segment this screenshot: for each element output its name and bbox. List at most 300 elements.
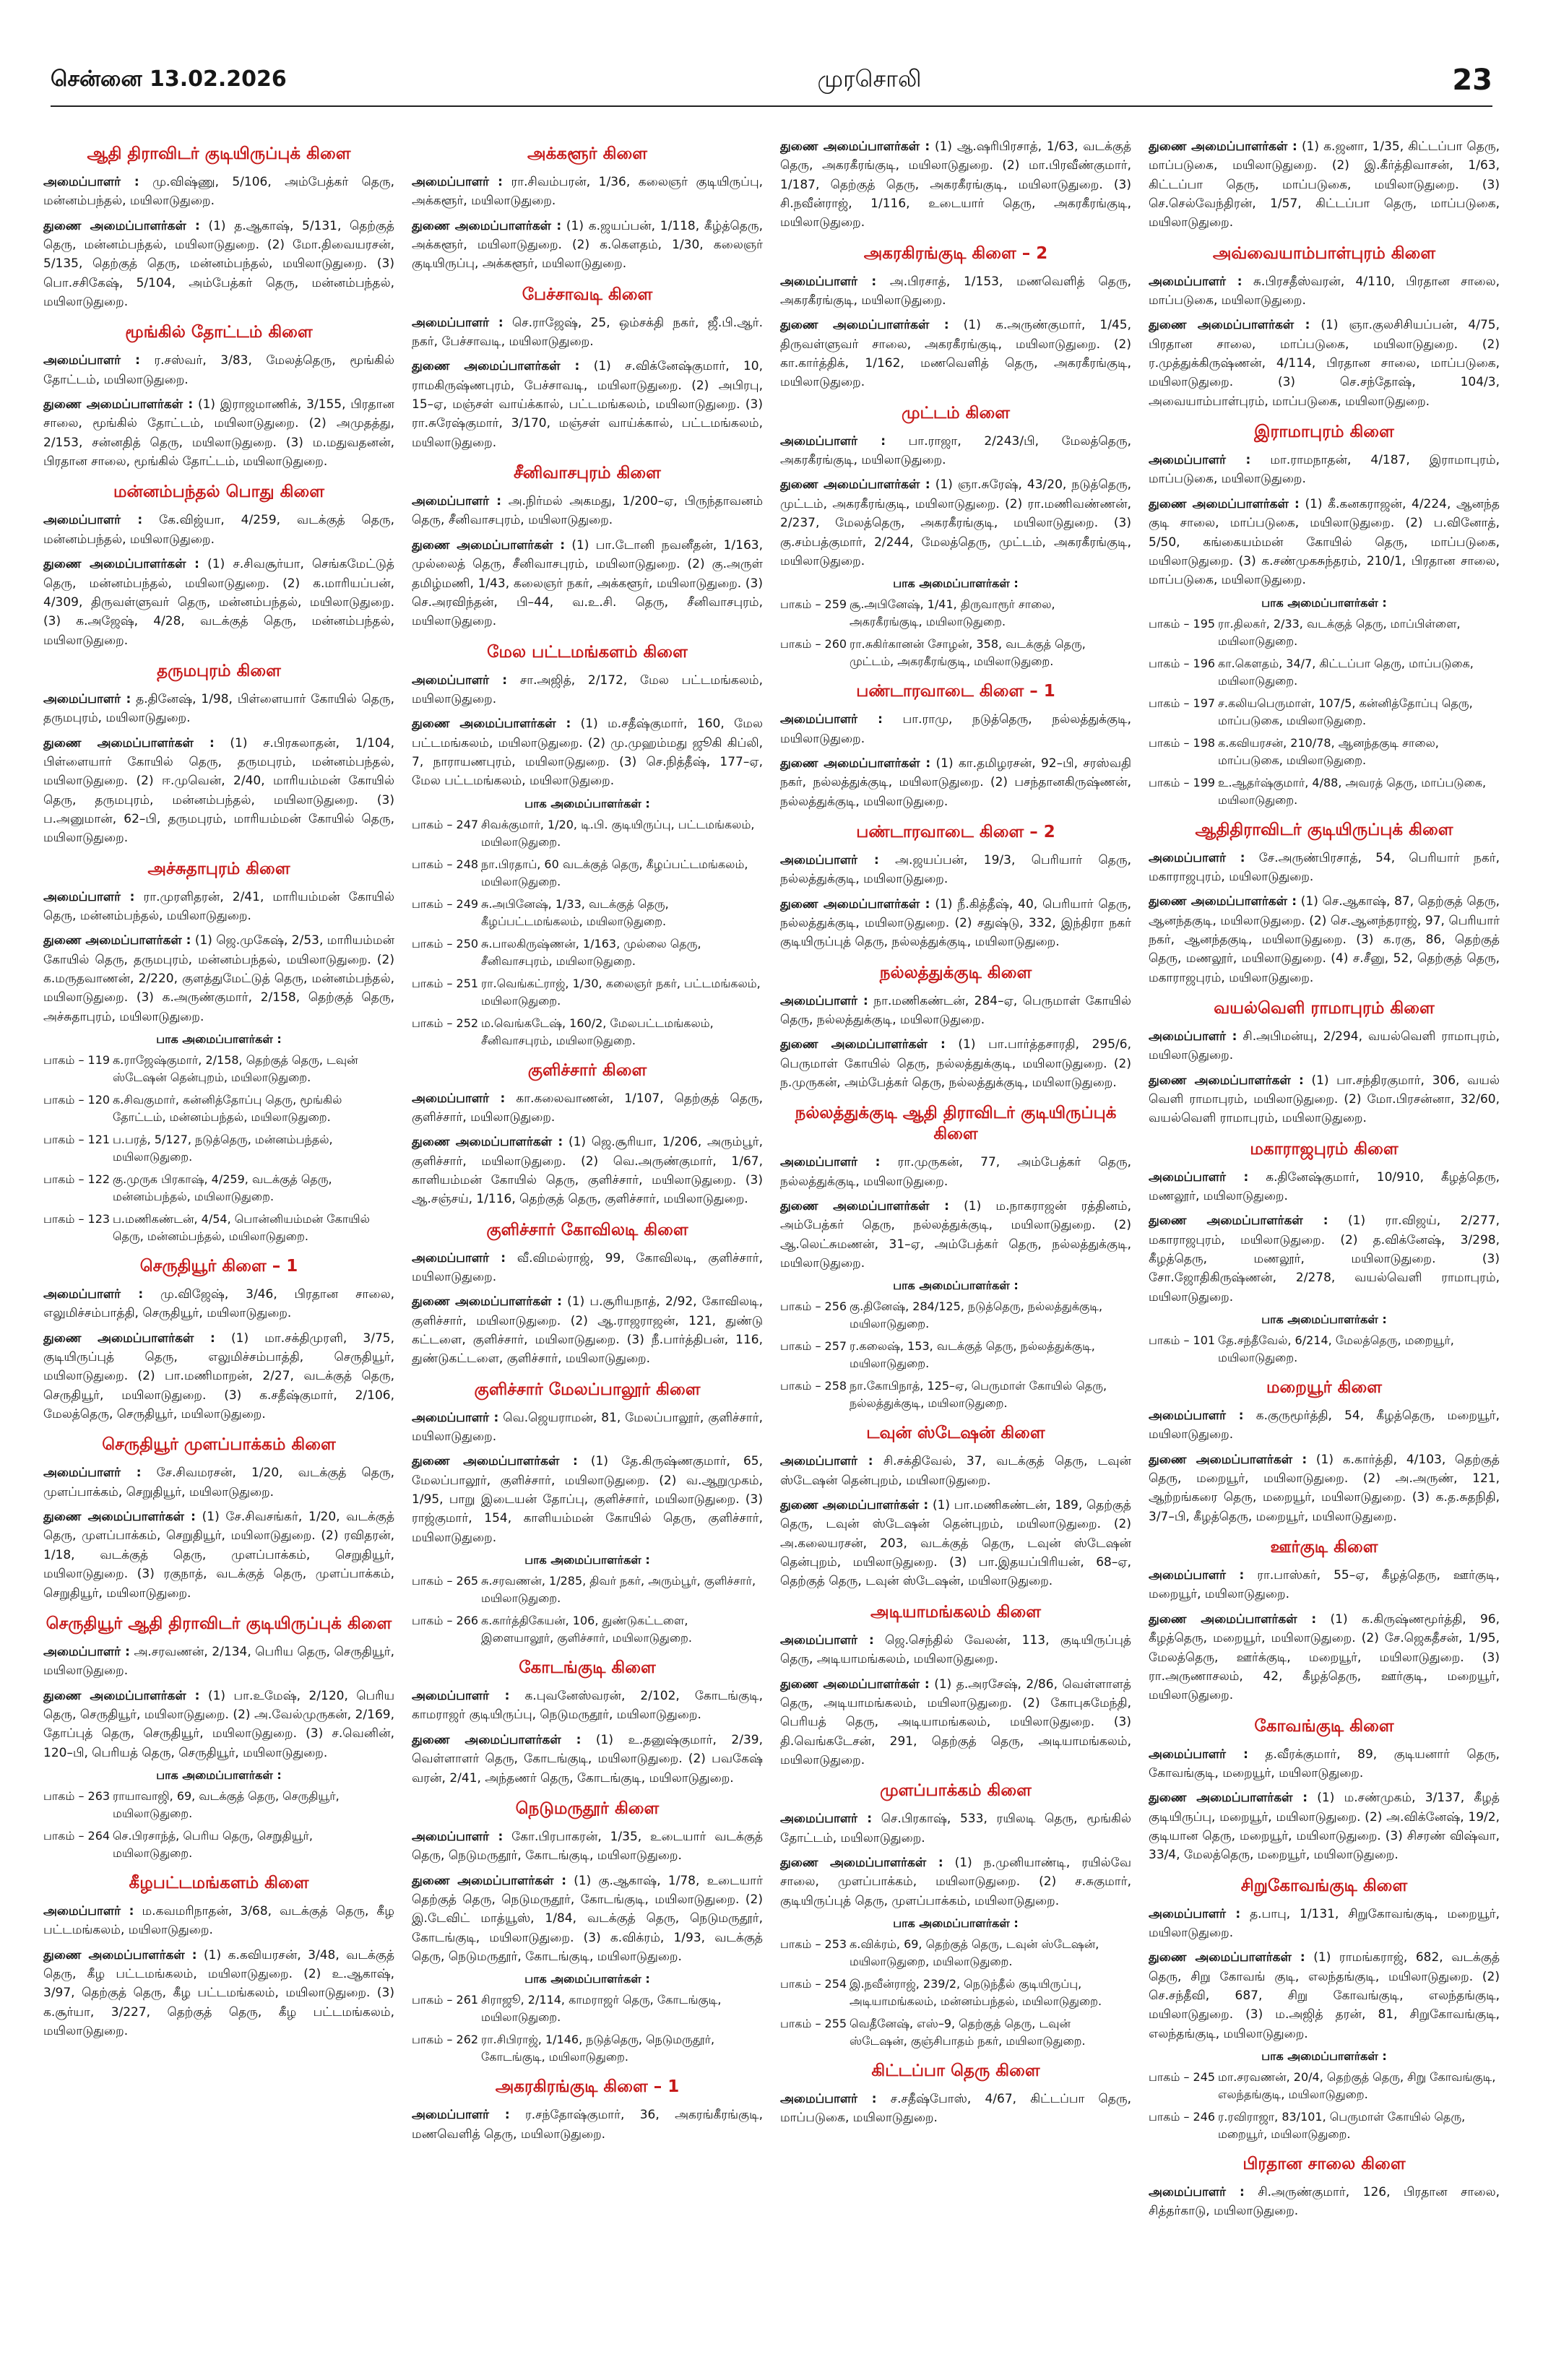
branch-section (412, 464, 763, 631)
deputy-label: துணை அமைப்பாளர்கள் : (780, 318, 949, 333)
booth-organisers-heading: பாக அமைப்பாளர்கள் : (156, 1032, 282, 1047)
booth-organiser: ர.ரவிராஜா, 83/101, பெருமாள் கோயில் தெரு, மறையூர், மயிலாடுதுறை. (1218, 2110, 1466, 2141)
organiser-label: அமைப்பாளர் : (1149, 2185, 1245, 2199)
organiser-text: அ.ஜயப்பன், 19/3, பெரியார் தெரு, நல்லத்துக்குடி, மயிலாடுதுறை. (780, 852, 1131, 887)
branch-section (780, 404, 1131, 670)
branch-section (1149, 1538, 1500, 1705)
branch-section (43, 1874, 394, 2041)
branch-title: முட்டம் கிளை (901, 403, 1011, 423)
booth-row (780, 636, 1131, 670)
deputy-label: துணை அமைப்பாளர்கள் : (1149, 894, 1297, 909)
branch-title: அக்களூர் கிளை (527, 144, 647, 163)
branch-section (43, 662, 394, 848)
booth-row (43, 1091, 394, 1126)
organiser-label: அமைப்பாளர் : (780, 1632, 874, 1648)
branch-section (780, 682, 1131, 811)
branch-section (43, 483, 394, 649)
deputy-organisers-entry (412, 1731, 763, 1788)
deputy-text: (1) ஞா.சுரேஷ், 43/20, நடுத்தெரு, முட்டம், அகரகீரங்குடி, மயிலாடுதுறை. (2) ரா.மணிவண்ணன், 2/237, மேலத்தெரு, அகரகீரங்குடி, மயிலாடுதுறை. (3) கு.சம்பத்குமார், 2/244, மேலத்தெரு, முட்டம், அகரகீரங்குடி, மயிலாடுதுறை. (780, 477, 1131, 568)
deputy-text: (1) ச.சிவசூர்யா, செங்கமேட்டுத் தெரு, மன்னம்பந்தல், மயிலாடுதுறை. (2) க.மாரியப்பன், 4/309, திருவள்ளுவர் தெரு, மன்னம்பந்தல், மயிலாடுதுறை. (3) க.அஜேஷ், 4/28, வடக்குத் தெரு, மன்னம்பந்தல், மயிலாடுதுறை. (43, 557, 394, 648)
deputy-text: (1) க.ஜனா, 1/35, கிட்டப்பா தெரு, மாப்படுகை, மயிலாடுதுறை. (2) இ.கீர்த்திவாசன், 1/63, கிட்டப்பா தெரு, மாப்படுகை, மயிலாடுதுறை. (3) செ.செல்வேந்திரன், 1/57, கிட்டப்பா தெரு, மாப்படுகை, மயிலாடுதுறை. (1149, 139, 1500, 230)
organiser-text: கே.விஜ்யா, 4/259, வடக்குத் தெரு, மன்னம்பந்தல், மயிலாடுதுறை. (43, 513, 394, 547)
booth-number: பாகம் – 251 (412, 976, 479, 990)
booth-organiser: க.சிவகுமார், கன்னித்தோப்பு தெரு, மூங்கில் தோட்டம், மன்னம்பந்தல், மயிலாடுதுறை. (113, 1093, 342, 1125)
branch-section (780, 964, 1131, 1093)
booth-organisers-heading: பாக அமைப்பாளர்கள் : (893, 576, 1019, 591)
branch-title: கீழபட்டமங்களம் கிளை (129, 1873, 309, 1892)
branch-section (412, 2077, 763, 2144)
deputy-label: துணை அமைப்பாளர்கள் : (412, 1135, 563, 1150)
booth-organiser: செ.பிரசாந்த், பெரிய தெரு, செறுதியூர், மயிலாடுதுறை. (113, 1828, 313, 1860)
booth-organiser: சு.அபினேஷ், 1/33, வடக்குத் தெரு, கீழப்பட்டமங்கலம், மயிலாடுதுறை. (481, 896, 669, 928)
deputy-text: (1) ச.பிரகலாதன், 1/104, பிள்ளையார் கோயில் தெரு, தருமபுரம், மன்னம்பந்தல், மயிலாடுதுறை. (2) ஈ.முவென், 2/40, மாரியம்மன் கோயில் தெரு, தருமபுரம், மன்னம்பந்தல், மயிலாடுதுறை. (3) ப.அனுமான், 62–பி, தருமபுரம், மாரியம்மன் கோயில் தெரு, மயிலாடுதுறை. (43, 735, 394, 846)
deputy-label: துணை அமைப்பாளர்கள் : (780, 756, 931, 771)
booth-row (412, 2031, 763, 2066)
branch-title: கோவங்குடி கிளை (1254, 1716, 1394, 1736)
organiser-text: பா.ராமு, நடுத்தெரு, நல்லத்துக்குடி, மயிலாடுதுறை. (780, 712, 1131, 746)
organiser-text: சி.சக்திவேல், 37, வடக்குத் தெரு, டவுன் ஸ்டேஷன் தென்புறம், மயிலாடுதுறை. (780, 1454, 1131, 1488)
booth-number: பாகம் – 247 (412, 817, 479, 831)
booth-row (412, 935, 763, 970)
booth-row (1149, 2069, 1500, 2103)
deputy-text: (1) ப.சூரியநாத், 2/92, கோவிலடி, குளிச்சார், மயிலாடுதுறை. (2) ஆ.ராஜராஜன், 121, துண்டு கட்டளை, குளிச்சார், மயிலாடுதுறை. (3) நீ.பார்த்திபன், 116, துண்டுகட்டளை, குளிச்சார், மயிலாடுதுறை. (412, 1294, 763, 1367)
deputy-organisers-entry (1149, 1788, 1500, 1864)
booth-organiser: சூ.அபினேஷ், 1/41, திருவாரூர் சாலை, அகரகீரங்குடி, மயிலாடுதுறை. (850, 597, 1055, 629)
booth-row (1149, 1332, 1500, 1367)
branch-section (1149, 244, 1500, 411)
organiser-entry (412, 1827, 763, 1866)
deputy-text: (1) செ.ஆகாஷ், 87, தெற்குத் தெரு, ஆனந்தகுடி, மயிலாடுதுறை. (2) செ.ஆனந்தராஜ், 97, பெரியார் நகர், ஆனந்தகுடி, மயிலாடுதுறை. (3) க.ரகு, 86, தெற்குத் தெரு, மணலூர், மயிலாடுதுறை. (4) ச.சீனு, 52, தெற்குத் தெரு, மகாராஜபுரம், மயிலாடுதுறை. (1149, 894, 1500, 985)
booth-organisers-heading: பாக அமைப்பாளர்கள் : (524, 1553, 650, 1567)
organiser-text: ரா.முரளிதரன், 2/41, மாரியம்மன் கோயில் தெரு, மன்னம்பந்தல், மயிலாடுதுறை. (43, 889, 394, 923)
deputy-organisers-entry (412, 1133, 763, 1208)
organiser-label: அமைப்பாளர் : (412, 1829, 503, 1844)
deputy-organisers-entry (1149, 1948, 1500, 2043)
organiser-text: அ.சரவணன், 2/134, பெரிய தெரு, செருதியூர், மயிலாடுதுறை. (43, 1644, 394, 1679)
organiser-text: க.குருமூர்த்தி, 54, கீழத்தெரு, மறையூர், மயிலாடுதுறை. (1149, 1408, 1500, 1442)
deputy-organisers-entry (780, 1496, 1131, 1591)
deputy-organisers-entry (43, 1507, 394, 1603)
branch-section (780, 1603, 1131, 1770)
branch-title: மறையூர் கிளை (1266, 1378, 1383, 1398)
organiser-label: அமைப்பாளர் : (780, 2091, 877, 2106)
organiser-label: அமைப்பாளர் : (780, 1155, 881, 1170)
organiser-entry (780, 2090, 1131, 2128)
booth-row (43, 1131, 394, 1166)
organiser-text: வெ.ஜெயராமன், 81, மேலப்பாலூர், குளிச்சார், மயிலாடுதுறை. (412, 1410, 763, 1445)
organiser-label: அமைப்பாளர் : (43, 1903, 134, 1918)
booth-organiser: மா.சரவணன், 20/4, தெற்குத் தெரு, சிறு கோவங்குடி, எலந்தங்குடி, மயிலாடுதுறை. (1218, 2070, 1496, 2101)
organiser-entry (1149, 451, 1500, 489)
organiser-entry (43, 888, 394, 926)
branch-title: தருமபுரம் கிளை (157, 661, 281, 680)
organiser-label: அமைப்பாளர் : (780, 274, 877, 289)
booth-number: பாகம் – 101 (1149, 1333, 1216, 1348)
deputy-label: துணை அமைப்பாளர்கள் : (412, 717, 571, 732)
booth-row (412, 975, 763, 1010)
deputy-label: துணை அமைப்பாளர்கள் : (780, 139, 930, 154)
branch-section (412, 1221, 763, 1369)
organiser-label: அமைப்பாளர் : (780, 852, 879, 867)
booth-row (780, 1377, 1131, 1412)
branch-title: கிட்டப்பா தெரு கிளை (871, 2061, 1040, 2080)
booth-number: பாகம் – 265 (412, 1574, 479, 1588)
organiser-label: அமைப்பாளர் : (412, 494, 502, 509)
deputy-organisers-entry (43, 1329, 394, 1424)
booth-row (412, 1572, 763, 1607)
column-3 (780, 137, 1131, 2362)
organiser-text: த.வீரக்குமார், 89, குடியனார் தெரு, கோவங்குடி, மறையூர், மயிலாடுதுறை. (1149, 1747, 1500, 1780)
branch-title: கோடங்குடி கிளை (519, 1658, 656, 1678)
branch-title: குளிச்சார் மேலப்பாலூர் கிளை (474, 1380, 701, 1399)
branch-title: நெடுமருதூர் கிளை (515, 1799, 660, 1818)
deputy-text: (1) உ.தனுஷ்குமார், 2/39, வெள்ளாளர் தெரு, கோடங்குடி, மயிலாடுதுறை. (2) பவகேஷ் வரன், 2/41, அந்தணர் தெரு, கோடங்குடி, மயிலாடுதுறை. (412, 1732, 763, 1786)
booth-row (412, 896, 763, 930)
booth-number: பாகம் – 264 (43, 1828, 111, 1843)
branch-title: செருதியூர் கிளை – 1 (139, 1257, 298, 1276)
organiser-entry (1149, 1168, 1500, 1206)
organiser-label: அமைப்பாளர் : (1149, 1169, 1249, 1185)
organiser-entry (412, 1687, 763, 1725)
column-1 (43, 137, 394, 2362)
deputy-label: துணை அமைப்பாளர்கள் : (412, 1454, 578, 1469)
organiser-label: அமைப்பாளர் : (780, 712, 883, 727)
booth-organisers-heading: பாக அமைப்பாளர்கள் : (524, 1972, 650, 1986)
booth-organisers-heading: பாக அமைப்பாளர்கள் : (1261, 595, 1387, 610)
organiser-label: அமைப்பாளர் : (43, 175, 139, 189)
organiser-label: அமைப்பாளர் : (1149, 453, 1251, 468)
branch-title: குளிச்சார் கிளை (527, 1060, 647, 1080)
deputy-organisers-entry (412, 1871, 763, 1967)
branch-section (780, 2061, 1131, 2128)
deputy-organisers-entry (780, 895, 1131, 952)
deputy-label: துணை அமைப்பாளர்கள் : (412, 1873, 566, 1888)
deputy-organisers-entry (780, 1853, 1131, 1911)
page-number: 23 (1452, 64, 1492, 97)
branch-section (1149, 423, 1500, 808)
deputy-text: (1) ந.முனியாண்டி, ரயில்வே சாலை, முளப்பாக்கம், மயிலாடுதுறை. (2) ச.சுகுமார், குடியிருப்புத் தெரு, முளப்பாக்கம், மயிலாடுதுறை. (780, 1855, 1131, 1908)
deputy-label: துணை அமைப்பாளர்கள் : (1149, 1073, 1304, 1088)
branch-section (412, 144, 763, 274)
deputy-label: துணை அமைப்பாளர்கள் : (43, 557, 199, 572)
branch-section (1149, 1378, 1500, 1526)
deputy-text: (1) க.அருண்குமார், 1/45, திருவள்ளுவர் சாலை, அகரகீரங்குடி, மயிலாடுதுறை. (2) கா.கார்த்திக், 1/162, மணவெளித் தெரு, அகரகீரங்குடி, மயிலாடுதுறை. (780, 318, 1131, 390)
booth-organiser: கு.தினேஷ், 284/125, நடுத்தெரு, நல்லத்துக்குடி, மயிலாடுதுறை. (850, 1299, 1103, 1331)
deputy-organisers-entry (43, 395, 394, 471)
branch-section (412, 1061, 763, 1209)
organiser-entry (1149, 1406, 1500, 1445)
organiser-label: அமைப்பாளர் : (412, 1250, 506, 1265)
deputy-label: துணை அமைப்பாளர்கள் : (780, 896, 930, 912)
booth-organisers-heading: பாக அமைப்பாளர்கள் : (893, 1916, 1019, 1930)
organiser-entry (412, 492, 763, 530)
booth-organisers-heading: பாக அமைப்பாளர்கள் : (156, 1767, 282, 1782)
organiser-entry (43, 511, 394, 549)
branch-section (780, 1104, 1131, 1412)
organiser-entry (43, 173, 394, 211)
booth-row (412, 856, 763, 891)
booth-number: பாகம் – 249 (412, 896, 479, 911)
deputy-label: துணை அமைப்பாளர்கள் : (780, 1855, 943, 1870)
booth-number: பாகம் – 119 (43, 1053, 111, 1068)
deputy-text: (1) ம.சதீஷ்குமார், 160, மேல பட்டமங்கலம், மயிலாடுதுறை. (2) மு.முஹம்மது ஜூகி கிப்லி, 7, நாராயணபுரம், மயிலாடுதுறை. (3) செ.நித்தீஷ், 177–ஏ, மேல பட்டமங்கலம், மயிலாடுதுறை. (412, 717, 763, 789)
organiser-text: ச.சதீஷ்போஸ், 4/67, கிட்டப்பா தெரு, மாப்படுகை, மயிலாடுதுறை. (780, 2091, 1131, 2126)
booth-number: பாகம் – 250 (412, 936, 479, 951)
deputy-organisers-entry (412, 357, 763, 452)
deputy-label: துணை அமைப்பாளர்கள் : (43, 397, 194, 412)
deputy-organisers-entry (780, 1197, 1131, 1273)
booth-row (780, 1338, 1131, 1372)
booth-number: பாகம் – 198 (1149, 735, 1216, 750)
deputy-text: (1) பா.சந்திரகுமார், 306, வயல் வெளி ராமாபுரம், மயிலாடுதுறை. (2) மோ.பிரசன்னா, 32/60, வயல்வெளி ராமாபுரம், மயிலாடுதுறை. (1149, 1073, 1500, 1126)
booth-row (43, 1211, 394, 1245)
booth-row (780, 1976, 1131, 2010)
booth-row (1149, 695, 1500, 730)
deputy-organisers-entry (1149, 137, 1500, 233)
branch-section (1149, 999, 1500, 1128)
article-columns (43, 137, 1500, 2362)
branch-section (1149, 821, 1500, 987)
organiser-label: அமைப்பாளர் : (43, 353, 140, 368)
branch-title: அச்சுதாபுரம் கிளை (147, 859, 290, 878)
deputy-text: (1) க.கார்த்தி, 4/103, தெற்குத் தெரு, மறையூர், மயிலாடுதுறை. (2) அ.அருண், 121, ஆற்றங்கரை தெரு, மறையூர், மயிலாடுதுறை. (3) க.த.சுதநிதி, 3/7–பி, கீழத்தெரு, மறையூர், மயிலாடுதுறை. (1149, 1452, 1500, 1524)
branch-title: இராமாபுரம் கிளை (1254, 423, 1394, 442)
deputy-label: துணை அமைப்பாளர்கள் : (1149, 1213, 1328, 1229)
booth-organiser: சு.பாலகிருஷ்ணன், 1/163, முல்லை தெரு, சீனிவாசபுரம், மயிலாடுதுறை. (481, 936, 701, 968)
organiser-entry (412, 2106, 763, 2144)
branch-title: பிரதான சாலை கிளை (1242, 2155, 1406, 2173)
organiser-entry (780, 710, 1131, 748)
organiser-label: அமைப்பாளர் : (1149, 1906, 1241, 1921)
organiser-label: அமைப்பாளர் : (412, 672, 508, 688)
organiser-entry (780, 1631, 1131, 1669)
organiser-label: அமைப்பாளர் : (412, 2108, 510, 2123)
deputy-organisers-entry (1149, 1211, 1500, 1307)
organiser-text: பா.ராஜா, 2/243/பி, மேலத்தெரு, அகரகீரங்குடி, மயிலாடுதுறை. (780, 433, 1131, 468)
deputy-text: (1) ஆ.ஷரிபிரசாத், 1/63, வடக்குத் தெரு, அகரகீரங்குடி, மயிலாடுதுறை. (2) மா.பிரவீண்குமார், 1/187, தெற்குத் தெரு, அகரகீரங்குடி, மயிலாடுதுறை. (3) சி.நவீன்ராஜ், 1/116, உடையார் தெரு, அகரகீரங்குடி, மயிலாடுதுறை. (780, 139, 1131, 230)
organiser-entry (1149, 1566, 1500, 1604)
deputy-label: துணை அமைப்பாளர்கள் : (1149, 318, 1310, 333)
branch-section (43, 1257, 394, 1424)
booth-row (780, 1936, 1131, 1970)
deputy-label: துணை அமைப்பாளர்கள் : (780, 1037, 946, 1052)
organiser-label: அமைப்பாளர் : (780, 993, 868, 1008)
deputy-label: துணை அமைப்பாளர்கள் : (412, 1294, 562, 1310)
booth-number: பாகம் – 245 (1149, 2070, 1216, 2084)
organiser-text: த.தினேஷ், 1/98, பிள்ளையார் கோயில் தெரு, தருமபுரம், மயிலாடுதுறை. (43, 691, 394, 726)
booth-organiser: ரா.வெங்கட்ராஜ், 1/30, கலைஞர் நகர், பட்டமங்கலம், மயிலாடுதுறை. (481, 976, 761, 1008)
booth-row (1149, 735, 1500, 769)
branch-title: குளிச்சார் கோவிலடி கிளை (486, 1220, 688, 1239)
deputy-organisers-entry (780, 754, 1131, 811)
booth-number: பாகம் – 196 (1149, 656, 1216, 670)
branch-section (412, 285, 763, 452)
booth-organiser: சு.சரவணன், 1/285, திவர் நகர், அரும்பூர், குளிச்சார், மயிலாடுதுறை. (481, 1574, 756, 1606)
booth-organiser: க.கார்த்திகேயன், 106, துண்டுகட்டளை, இளையாலூர், குளிச்சார், மயிலாடுதுறை. (481, 1614, 692, 1645)
branch-section (412, 1799, 763, 2066)
deputy-organisers-entry (43, 1687, 394, 1762)
deputy-organisers-entry (43, 734, 394, 848)
booth-row (43, 1052, 394, 1086)
deputy-label: துணை அமைப்பாளர்கள் : (43, 1947, 197, 1963)
deputy-text: (1) பா.டோனி நவனீதன், 1/163, முல்லைத் தெரு, சீனிவாசபுரம், மயிலாடுதுறை. (2) கு.அருள் தமிழ்மணி, 1/43, கலைஞர் நகர், அக்களூர், மயிலாடுதுறை. (3) செ.அரவிந்தன், பி–44, வ.உ.சி. தெரு, சீனிவாசபுரம், மயிலாடுதுறை. (412, 537, 763, 629)
organiser-label: அமைப்பாளர் : (1149, 274, 1242, 289)
deputy-organisers-entry (780, 1675, 1131, 1770)
deputy-text: (1) ஜெ.முகேஷ், 2/53, மாரியம்மன் கோயில் தெரு, தருமபுரம், மன்னம்பந்தல், மயிலாடுதுறை. (2) க.மருதவாணன், 2/220, குளத்துமேட்டுத் தெரு, மன்னம்பந்தல், மயிலாடுதுறை. (3) க.அருண்குமார், 2/158, தெற்குத் தெரு, அச்சுதாபுரம், மயிலாடுதுறை. (43, 933, 394, 1024)
deputy-text: (1) ரா.விஜய், 2/277, மகாராஜபுரம், மயிலாடுதுறை. (2) த.விக்னேஷ், 3/298, கீழத்தெரு, மணலூர், மயிலாடுதுறை. (3) சோ.ஜோதிகிருஷ்ணன், 2/278, வயல்வெளி ராமாபுரம், மயிலாடுதுறை. (1149, 1213, 1500, 1304)
branch-section (1149, 1877, 1500, 2143)
organiser-text: ஜெ.செந்தில் வேலன், 113, குடியிருப்புத் தெரு, அடியாமங்கலம், மயிலாடுதுறை. (780, 1632, 1131, 1667)
column-4 (1149, 137, 1500, 2362)
organiser-entry (780, 851, 1131, 889)
organiser-label: அமைப்பாளர் : (412, 175, 503, 189)
booth-organiser: க.ராஜேஷ்குமார், 2/158, தெற்குத் தெரு, டவுன் ஸ்டேஷன் தென்புறம், மயிலாடுதுறை. (113, 1053, 358, 1085)
deputy-organisers-entry (780, 475, 1131, 571)
booth-row (412, 816, 763, 851)
branch-section (1149, 1140, 1500, 1367)
booth-organiser: உ.ஆதர்ஷ்குமார், 4/88, அவரத் தெரு, மாப்படுகை, மயிலாடுதுறை. (1218, 775, 1487, 807)
booth-number: பாகம் – 246 (1149, 2110, 1216, 2124)
organiser-label: அமைப்பாளர் : (43, 1644, 130, 1659)
branch-title: சீனிவாசபுரம் கிளை (514, 464, 661, 483)
organiser-label: அமைப்பாளர் : (412, 1091, 506, 1106)
deputy-text: (1) இராஜமாணிக், 3/155, பிரதான சாலை, மூங்கில் தோட்டம், மயிலாடுதுறை. (2) அமுதத்து, 2/153, சன்னதித் தெரு, மயிலாடுதுறை. (3) ம.மதுவதனன், பிரதான சாலை, மூங்கில் தோட்டம், மயிலாடுதுறை. (43, 397, 394, 469)
deputy-label: துணை அமைப்பாளர்கள் : (1149, 1452, 1308, 1467)
branch-title: ஊர்குடி கிளை (1270, 1538, 1378, 1557)
deputy-text: (1) பா.மணிகண்டன், 189, தெற்குத் தெரு, டவுன் ஸ்டேஷன் தென்புறம், மயிலாடுதுறை. (2) அ.கலையரசன், 203, வடக்குத் தெரு, டவுன் ஸ்டேஷன் தென்புறம், மயிலாடுதுறை. (3) பா.இதயப்பிரியன், 68–ஏ, தெற்குத் தெரு, டவுன் ஸ்டேஷன், மயிலாடுதுறை. (780, 1498, 1131, 1589)
booth-organiser: ச.கலியபெருமாள், 107/5, கன்னித்தோப்பு தெரு, மாப்படுகை, மயிலாடுதுறை. (1218, 696, 1473, 727)
deputy-label: துணை அமைப்பாளர்கள் : (43, 735, 215, 750)
branch-section (780, 1781, 1131, 2050)
booth-number: பாகம் – 263 (43, 1788, 111, 1803)
booth-number: பாகம் – 197 (1149, 696, 1216, 710)
branch-title: வயல்வெளி ராமாபுரம் கிளை (1214, 998, 1435, 1018)
organiser-label: அமைப்பாளர் : (412, 315, 503, 330)
branch-title: பேச்சாவடி கிளை (522, 285, 653, 304)
deputy-label: துணை அமைப்பாளர்கள் : (412, 359, 580, 374)
deputy-text: (1) கா.தமிழரசன், 92–பி, சரஸ்வதி நகர், நல்லத்துக்குடி, மயிலாடுதுறை. (2) பசந்தானகிருஷ்ணன், நல்லத்துக்குடி, மயிலாடுதுறை. (780, 756, 1131, 809)
deputy-organisers-entry (1149, 1610, 1500, 1705)
deputy-text: (1) பா.பார்த்தசாரதி, 295/6, பெருமாள் கோயில் தெரு, நல்லத்துக்குடி, மயிலாடுதுறை. (2) ந.முருகன், அம்பேத்கர் தெரு, நல்லத்துக்குடி, மயிலாடுதுறை. (780, 1037, 1131, 1090)
deputy-text: (1) க.ஜயப்பன், 1/118, கீழ்த்தெரு, அக்களூர், மயிலாடுதுறை. (2) க.கௌதம், 1/30, கலைஞர் குடியிருப்பு, அக்களூர், மயிலாடுதுறை. (412, 218, 763, 272)
booth-row (1149, 2108, 1500, 2143)
organiser-text: மா.ராமநாதன், 4/187, இராமாபுரம், மாப்படுகை, மயிலாடுதுறை. (1149, 453, 1500, 487)
deputy-text: (1) ம.நாகராஜன் ரத்தினம், அம்பேத்கர் தெரு, நல்லத்துக்குடி, மயிலாடுதுறை. (2) ஆ.லெட்சுமணன், 31–ஏ, அம்பேத்கர் தெரு, நல்லத்துக்குடி, மயிலாடுதுறை. (780, 1199, 1131, 1271)
organiser-text: செ.பிரகாஷ், 533, ரயிலடி தெரு, மூங்கில் தோட்டம், மயிலாடுதுறை. (780, 1812, 1131, 1845)
branch-section (1149, 2155, 1500, 2221)
deputy-organisers-entry (780, 316, 1131, 391)
organiser-text: நா.மணிகண்டன், 284–ஏ, பெருமாள் கோயில் தெரு, நல்லத்துக்குடி, மயிலாடுதுறை. (780, 993, 1131, 1027)
branch-title: பண்டாரவாடை கிளை – 1 (856, 682, 1055, 701)
booth-organiser: ரா.திலகர், 2/33, வடக்குத் தெரு, மாப்பிள்ளை, மயிலாடுதுறை. (1218, 616, 1461, 648)
booth-row (780, 2015, 1131, 2050)
organiser-entry (1149, 1905, 1500, 1943)
organiser-label: அமைப்பாளர் : (780, 1454, 873, 1469)
organiser-entry (1149, 272, 1500, 311)
booth-organiser: இ.நவீன்ராஜ், 239/2, நெடுந்தீல் குடியிருப்பு, அடியாமங்கலம், மன்னம்பந்தல், மயிலாடுதுறை. (850, 1976, 1102, 2008)
branch-section (780, 137, 1131, 233)
branch-title: மேல பட்டமங்களம் கிளை (487, 642, 688, 662)
booth-number: பாகம் – 248 (412, 857, 479, 871)
deputy-organisers-entry (780, 1035, 1131, 1092)
deputy-label: துணை அமைப்பாளர்கள் : (1149, 139, 1297, 154)
booth-number: பாகம் – 255 (780, 2016, 847, 2030)
deputy-label: துணை அமைப்பாளர்கள் : (1149, 1950, 1305, 1965)
booth-organiser: நா.கோபிநாத், 125–ஏ, பெருமாள் கோயில் தெரு, நல்லத்துக்குடி, மயிலாடுதுறை. (850, 1379, 1107, 1411)
deputy-text: (1) ம.சண்முகம், 3/137, கீழத் குடியிருப்பு, மறையூர், மயிலாடுதுறை. (2) அ.விக்னேஷ், 19/2, குடியான தெரு, மறையூர், மயிலாடுதுறை. (3) சிசரண் விஷ்வா, 33/4, மேலத்தெரு, மறையூர், மயிலாடுதுறை. (1149, 1791, 1500, 1863)
deputy-organisers-entry (43, 217, 394, 312)
booth-row (43, 1171, 394, 1206)
deputy-text: (1) த.அரசேஷ், 2/86, வெள்ளாளத் தெரு, அடியாமங்கலம், மயிலாடுதுறை. (2) கோபுசுமேந்தி, பெரியத் தெரு, அடியாமங்கலம், மயிலாடுதுறை. (3) தி.வெங்கடேசன், 291, தெற்குத் தெரு, அடியாமங்கலம், மயிலாடுதுறை. (780, 1676, 1131, 1767)
booth-row (412, 1612, 763, 1647)
booth-organiser: சிவக்குமார், 1/20, டி.பி. குடியிருப்பு, பட்டமங்கலம், மயிலாடுதுறை. (481, 817, 755, 849)
deputy-text: (1) த.ஆகாஷ், 5/131, தெற்குத் தெரு, மன்னம்பந்தல், மயிலாடுதுறை. (2) மோ.திவையரசன், 5/135, தெற்குத் தெரு, மன்னம்பந்தல், மயிலாடுதுறை. (3) பொ.சசிகேஷ், 5/104, அம்பேத்கர் தெரு, மன்னம்பந்தல், மயிலாடுதுறை. (43, 218, 394, 310)
booth-organiser: ரா.சிபிராஜ், 1/146, நடுத்தெரு, நெடுமருதூர், கோடங்குடி, மயிலாடுதுறை. (481, 2033, 715, 2064)
deputy-text: (1) ராமங்கராஜ், 682, வடக்குத் தெரு, சிறு கோவங் குடி, எலந்தங்குடி, மயிலாடுதுறை. (2) செ.சந்தீவி, 687, சிறு கோவங்குடி, எலந்தங்குடி, மயிலாடுதுறை. (3) ம.அஜித் தரன், 81, சிறுகோவங்குடி, எலந்தங்குடி, மயிலாடுதுறை. (1149, 1950, 1500, 2041)
deputy-label: துணை அமைப்பாளர்கள் : (1149, 496, 1300, 511)
branch-title: நல்லத்துக்குடி கிளை (879, 963, 1032, 982)
organiser-label: அமைப்பாளர் : (43, 1287, 144, 1302)
booth-number: பாகம் – 259 (780, 597, 847, 612)
organiser-label: அமைப்பாளர் : (1149, 850, 1245, 865)
deputy-text: (1) க.கவியரசன், 3/48, வடக்குத் தெரு, கீழ பட்டமங்கலம், மயிலாடுதுறை. (2) உ.ஆகாஷ், 3/97, தெற்குத் தெரு, கீழ பட்டமங்கலம், மயிலாடுதுறை. (3) க.சூர்யா, 3/227, தெற்குத் தெரு, கீழ பட்டமங்கலம், மயிலாடுதுறை. (43, 1947, 394, 2038)
organiser-text: அ.பிரசாத், 1/153, மணவெளித் தெரு, அகரகீரங்குடி, மயிலாடுதுறை. (780, 274, 1131, 308)
deputy-label: துணை அமைப்பாளர்கள் : (43, 1688, 200, 1703)
deputy-organisers-entry (1149, 1071, 1500, 1128)
branch-title: செருதியூர் முளப்பாக்கம் கிளை (102, 1435, 336, 1455)
organiser-entry (780, 1153, 1131, 1191)
organiser-label: அமைப்பாளர் : (1149, 1747, 1248, 1762)
organiser-text: மு.விஷ்ணு, 5/106, அம்பேத்கர் தெரு, மன்னம்பந்தல், மயிலாடுதுறை. (43, 175, 394, 209)
organiser-text: கோ.பிரபாகரன், 1/35, உடையார் வடக்குத் தெரு, நெடுமருதூர், கோடங்குடி, மயிலாடுதுறை. (412, 1829, 763, 1864)
booth-row (1149, 615, 1500, 650)
deputy-label: துணை அமைப்பாளர்கள் : (780, 1676, 930, 1692)
branch-title: அகரகிரங்குடி கிளை – 1 (495, 2077, 680, 2097)
organiser-entry (412, 173, 763, 211)
branch-title: முளப்பாக்கம் கிளை (880, 1781, 1032, 1801)
organiser-text: மு.விஜேஷ், 3/46, பிரதான சாலை, எலுமிச்சம்பாத்தி, செருதியூர், மயிலாடுதுறை. (43, 1287, 394, 1321)
booth-organiser: வெதீனேஷ், எஸ்–9, தெற்குத் தெரு, டவுன் ஸ்டேஷன், குஞ்சிபாதம் நகர், மயிலாடுதுறை. (850, 2016, 1086, 2048)
deputy-organisers-entry (780, 137, 1131, 233)
organiser-entry (1149, 849, 1500, 887)
booth-row (43, 1788, 394, 1822)
booth-number: பாகம் – 252 (412, 1016, 479, 1030)
deputy-label: துணை அமைப்பாளர்கள் : (412, 1732, 582, 1747)
branch-section (43, 323, 394, 471)
booth-number: பாகம் – 266 (412, 1614, 479, 1628)
organiser-text: ம.கவமரிநாதன், 3/68, வடக்குத் தெரு, கீழ பட்டமங்கலம், மயிலாடுதுறை. (43, 1903, 394, 1938)
organiser-label: அமைப்பாளர் : (43, 889, 135, 904)
organiser-text: அ.நிர்மல் அகமது, 1/200–ஏ, பிருந்தாவனம் தெரு, சீனிவாசபுரம், மயிலாடுதுறை. (412, 494, 763, 528)
booth-organiser: ப.மணிகண்டன், 4/54, பொன்னியம்மன் கோயில் தெரு, மன்னம்பந்தல், மயிலாடுதுறை. (113, 1212, 370, 1244)
branch-section (412, 1658, 763, 1788)
booth-number: பாகம் – 121 (43, 1133, 111, 1147)
branch-section (43, 1435, 394, 1602)
organiser-text: சே.அருண்பிரசாத், 54, பெரியார் நகர், மகாராஜபுரம், மயிலாடுதுறை. (1149, 850, 1500, 884)
deputy-text: (1) ஞா.குலசிசியப்பன், 4/75, பிரதான சாலை, மாப்படுகை, மயிலாடுதுறை. (2) ர.முத்துக்கிருஷ்ணன், 4/114, பிரதான சாலை, மாப்படுகை, மயிலாடுதுறை. (3) செ.சந்தோஷ், 104/3, அவையாம்பாள்புரம், மாப்படுகை, மயிலாடுதுறை. (1149, 318, 1500, 409)
booth-organiser: நா.பிரதாப், 60 வடக்குத் தெரு, கீழப்பட்டமங்கலம், மயிலாடுதுறை. (481, 857, 748, 888)
organiser-entry (412, 1408, 763, 1447)
booth-organisers-heading: பாக அமைப்பாளர்கள் : (524, 796, 650, 810)
organiser-text: த.பாபு, 1/131, சிறுகோவங்குடி, மறையூர், மயிலாடுதுறை. (1149, 1906, 1500, 1940)
booth-number: பாகம் – 122 (43, 1172, 111, 1187)
booth-row (780, 1298, 1131, 1333)
branch-title: அகரகிரங்குடி கிளை – 2 (863, 243, 1048, 263)
deputy-text: (1) தே.கிருஷ்ணகுமார், 65, மேலப்பாலூர், குளிச்சார், மயிலாடுதுறை. (2) வ.ஆறுமுகம், 1/95, பாறு இடையன் தோப்பு, குளிச்சார், மயிலாடுதுறை. (3) ராஜ்குமார், 154, காளியம்மன் கோயில் தெரு, குளிச்சார், மயிலாடுதுறை. (412, 1454, 763, 1545)
booth-number: பாகம் – 261 (412, 1993, 479, 2007)
branch-section (412, 1380, 763, 1647)
booth-row (412, 1015, 763, 1050)
